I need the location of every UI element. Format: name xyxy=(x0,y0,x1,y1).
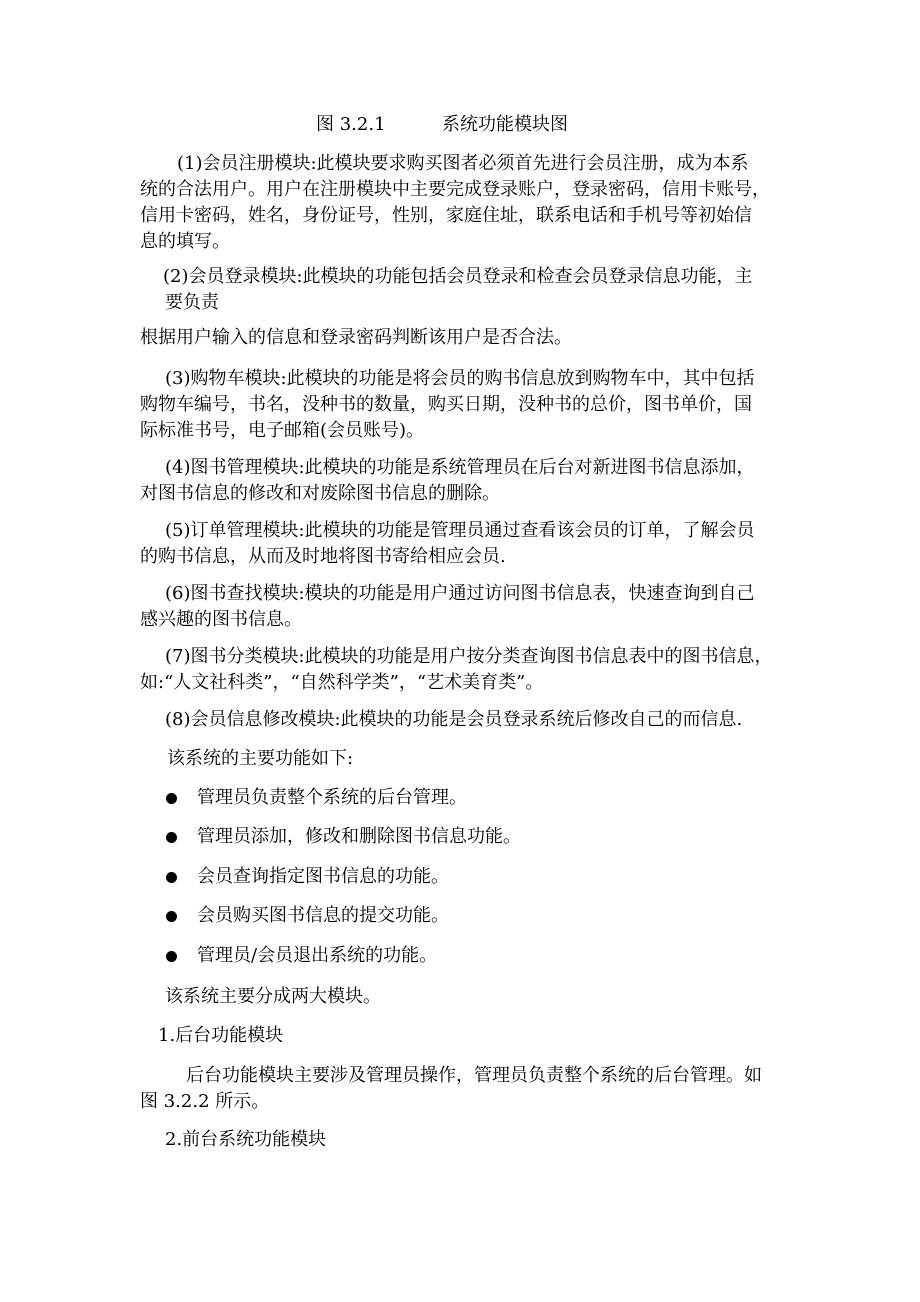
paragraph-line: 际标准书号，电子邮箱(会员账号)。 xyxy=(140,420,425,441)
paragraph-line: 感兴趣的图书信息。 xyxy=(140,609,302,630)
paragraph-line: 信用卡密码，姓名，身份证号，性别，家庭住址，联系电话和手机号等初始信 xyxy=(140,205,752,226)
paragraph-line: (2)会员登录模块:此模块的功能包括会员登录和检查会员登录信息功能，主 xyxy=(163,266,753,287)
list-item-text: 会员购买图书信息的提交功能。 xyxy=(197,905,449,926)
paragraph-line: (6)图书查找模块:模块的功能是用户通过访问图书信息表，快速查询到自己 xyxy=(165,583,755,604)
figure-number: 图 3.2.1 xyxy=(316,114,386,135)
paragraph-line: 的购书信息，从而及时地将图书寄给相应会员. xyxy=(140,546,506,567)
section-heading-frontend: 2.前台系统功能模块 xyxy=(165,1129,327,1150)
paragraph-line: 对图书信息的修改和对废除图书信息的删除。 xyxy=(140,483,500,504)
paragraph-line: 图 3.2.2 所示。 xyxy=(140,1091,270,1112)
bullet-icon xyxy=(166,911,177,922)
paragraph-line: (1)会员注册模块:此模块要求购买图者必须首先进行会员注册，成为本系 xyxy=(177,153,749,174)
paragraph-line: (4)图书管理模块:此模块的功能是系统管理员在后台对新进图书信息添加， xyxy=(165,457,755,478)
list-item-text: 管理员负责整个系统的后台管理。 xyxy=(197,787,467,808)
section-heading-backend: 1.后台功能模块 xyxy=(158,1025,284,1046)
paragraph-line: (8)会员信息修改模块:此模块的功能是会员登录系统后修改自己的而信息. xyxy=(165,709,743,730)
list-item-text: 管理员/会员退出系统的功能。 xyxy=(197,945,438,966)
bullet-icon xyxy=(166,832,177,843)
paragraph-line: (3)购物车模块:此模块的功能是将会员的购书信息放到购物车中，其中包括 xyxy=(165,368,755,389)
bullet-icon xyxy=(166,951,177,962)
paragraph-line: 后台功能模块主要涉及管理员操作，管理员负责整个系统的后台管理。如 xyxy=(186,1065,762,1086)
figure-title: 系统功能模块图 xyxy=(442,114,568,135)
bullet-icon xyxy=(166,872,177,883)
functions-intro: 该系统的主要功能如下: xyxy=(167,748,354,769)
paragraph-line: 根据用户输入的信息和登录密码判断该用户是否合法。 xyxy=(140,327,572,348)
paragraph-line: 要负责 xyxy=(165,292,219,313)
bullet-icon xyxy=(166,793,177,804)
list-item-text: 管理员添加，修改和删除图书信息功能。 xyxy=(197,826,521,847)
paragraph-line: (5)订单管理模块:此模块的功能是管理员通过查看该会员的订单，了解会员 xyxy=(165,520,755,541)
paragraph-line: 统的合法用户。用户在注册模块中主要完成登录账户，登录密码，信用卡账号， xyxy=(140,179,770,200)
paragraph-line: 购物车编号，书名，没种书的数量，购买日期，没种书的总价，图书单价，国 xyxy=(140,394,752,415)
paragraph-line: 息的填写。 xyxy=(140,231,230,252)
modules-intro: 该系统主要分成两大模块。 xyxy=(165,986,381,1007)
paragraph-line: 如:“人文社科类”，“自然科学类”，“艺术美育类”。 xyxy=(140,672,544,693)
list-item-text: 会员查询指定图书信息的功能。 xyxy=(197,866,449,887)
paragraph-line: (7)图书分类模块:此模块的功能是用户按分类查询图书信息表中的图书信息， xyxy=(165,646,773,667)
